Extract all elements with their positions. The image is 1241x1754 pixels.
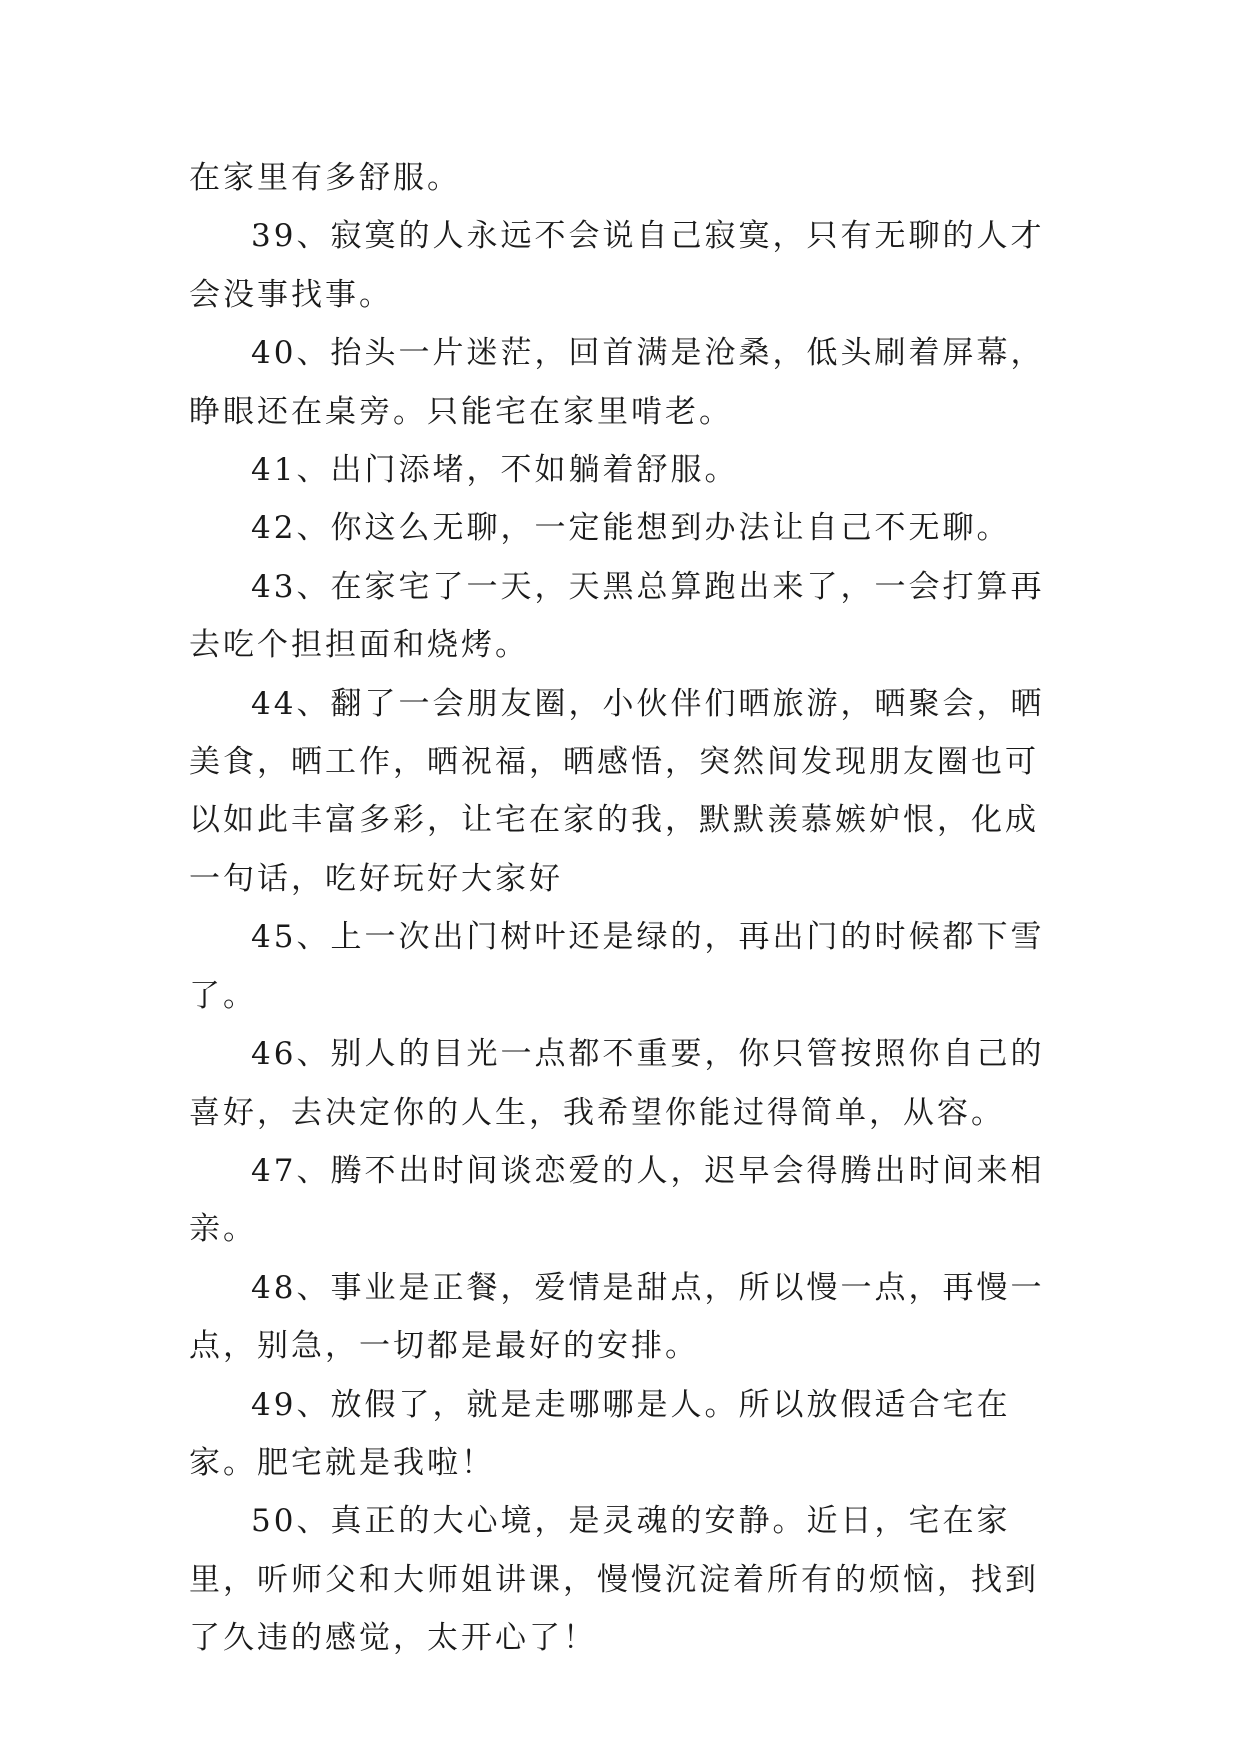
document-body bbox=[189, 149, 1069, 1668]
paragraph-item-44: 44、翻了一会朋友圈，小伙伴们晒旅游，晒聚会，晒美食，晒工作，晒祝福，晒感悟，突然间发现朋友圈也可以如此丰富多彩，让宅在家的我，默默羡慕嫉妒恨，化成一句话，吃好玩好大家好 bbox=[189, 685, 1045, 897]
paragraph-item-39: 39、寂寞的人永远不会说自己寂寞，只有无聊的人才会没事找事。 bbox=[189, 218, 1045, 313]
paragraph-item-41: 41、出门添堵，不如躺着舒服。 bbox=[251, 452, 739, 489]
paragraph-item-47: 47、腾不出时间谈恋爱的人，迟早会得腾出时间来相亲。 bbox=[189, 1152, 1045, 1248]
paragraph-item-50: 50、真正的大心境，是灵魂的安静。近日，宅在家里，听师父和大师姐讲课，慢慢沉淀着所有的烦恼，找到了久违的感觉，太开心了！ bbox=[189, 1503, 1039, 1657]
paragraph-item-43: 43、在家宅了一天，天黑总算跑出来了，一会打算再去吃个担担面和烧烤。 bbox=[189, 568, 1045, 664]
paragraph-item-42: 42、你这么无聊，一定能想到办法让自己不无聊。 bbox=[251, 510, 1011, 547]
paragraph-item-45: 45、上一次出门树叶还是绿的，再出门的时候都下雪了。 bbox=[189, 919, 1045, 1014]
paragraph-item-46: 46、别人的目光一点都不重要，你只管按照你自己的喜好，去决定你的人生，我希望你能过得简单，从容。 bbox=[189, 1036, 1045, 1131]
paragraph-item-40: 40、抬头一片迷茫，回首满是沧桑，低头刷着屏幕，睁眼还在桌旁。只能宅在家里啃老。 bbox=[189, 335, 1045, 430]
paragraph-continuation: 在家里有多舒服。 bbox=[189, 160, 461, 196]
paragraph-item-49: 49、放假了，就是走哪哪是人。所以放假适合宅在家。肥宅就是我啦！ bbox=[189, 1386, 1011, 1481]
paragraph-item-48: 48、事业是正餐，爱情是甜点，所以慢一点，再慢一点，别急，一切都是最好的安排。 bbox=[189, 1269, 1045, 1365]
